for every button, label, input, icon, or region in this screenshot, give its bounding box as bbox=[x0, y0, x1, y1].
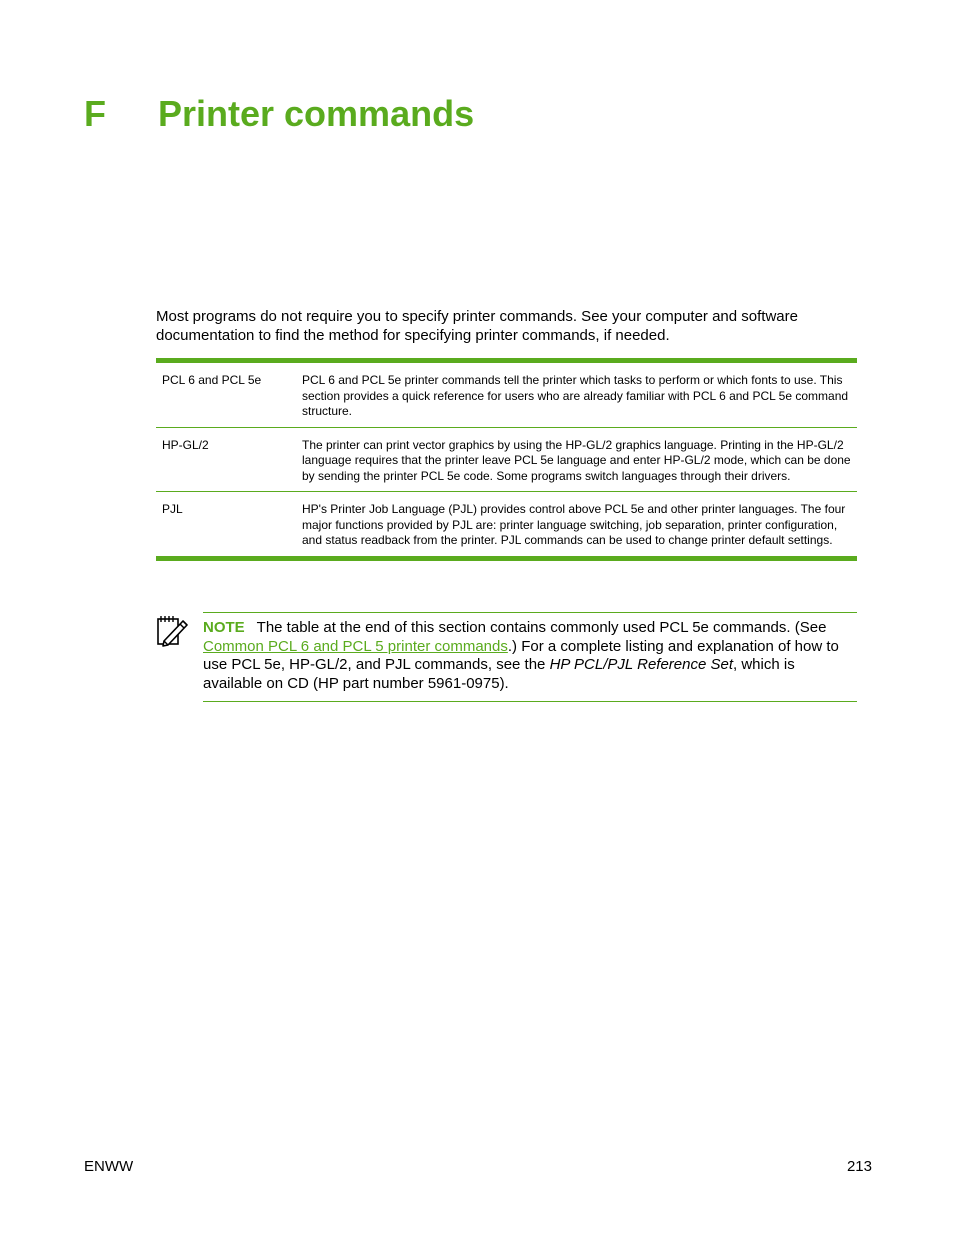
chapter-letter: F bbox=[84, 93, 106, 134]
footer-left: ENWW bbox=[84, 1158, 134, 1175]
table-cell-term: PJL bbox=[162, 502, 183, 516]
table-row bbox=[156, 492, 857, 559]
table-cell-description: HP's Printer Job Language (PJL) provides control above PCL 5e and other printer languages. The four major functions provided by PJL are: printer language switching, job separation, printer configuration, and status readback from the printer. PJL commands can be used to change printer default settings. bbox=[302, 502, 846, 547]
table-row bbox=[156, 427, 857, 492]
note-pencil-icon bbox=[156, 614, 188, 648]
note-text-2: .) For a complete listing and explanation of how to use PCL 5e, HP-GL/2, and PJL commands, see the bbox=[203, 637, 839, 673]
printer-languages-table bbox=[156, 358, 857, 561]
page-number: 213 bbox=[846, 1158, 872, 1175]
note-text-3: , which is available on CD (HP part number 5961-0975). bbox=[203, 656, 795, 692]
note-text-1: The table at the end of this section contains commonly used PCL 5e commands. (See bbox=[256, 619, 827, 636]
table-cell-description: PCL 6 and PCL 5e printer commands tell the printer which tasks to perform or which fonts to use. This section provides a quick reference for users who are already familiar with PCL 6 and PCL 5e command structure. bbox=[296, 361, 857, 428]
table-cell-term: HP-GL/2 bbox=[156, 427, 296, 492]
common-commands-link[interactable]: Common PCL 6 and PCL 5 printer commands bbox=[203, 637, 508, 655]
note-label: NOTE bbox=[203, 619, 245, 636]
intro-paragraph: Most programs do not require you to specify printer commands. See your computer and software documentation to find the method for specifying printer commands, if needed. bbox=[156, 308, 798, 344]
table-cell-term: PCL 6 and PCL 5e bbox=[156, 361, 296, 428]
chapter-title: Printer commands bbox=[158, 93, 475, 134]
reference-set-title: HP PCL/PJL Reference Set bbox=[549, 656, 734, 673]
table-cell-description: The printer can print vector graphics by using the HP-GL/2 graphics language. Printing in the HP-GL/2 language requires that the printer leave PCL 5e language and enter HP-GL/2 mode, which can be done by sending the printer PCL 5e code. Some programs switch languages through their drivers. bbox=[296, 427, 857, 492]
table-row bbox=[156, 361, 857, 428]
chapter-heading bbox=[84, 92, 474, 136]
note-box bbox=[203, 612, 857, 702]
